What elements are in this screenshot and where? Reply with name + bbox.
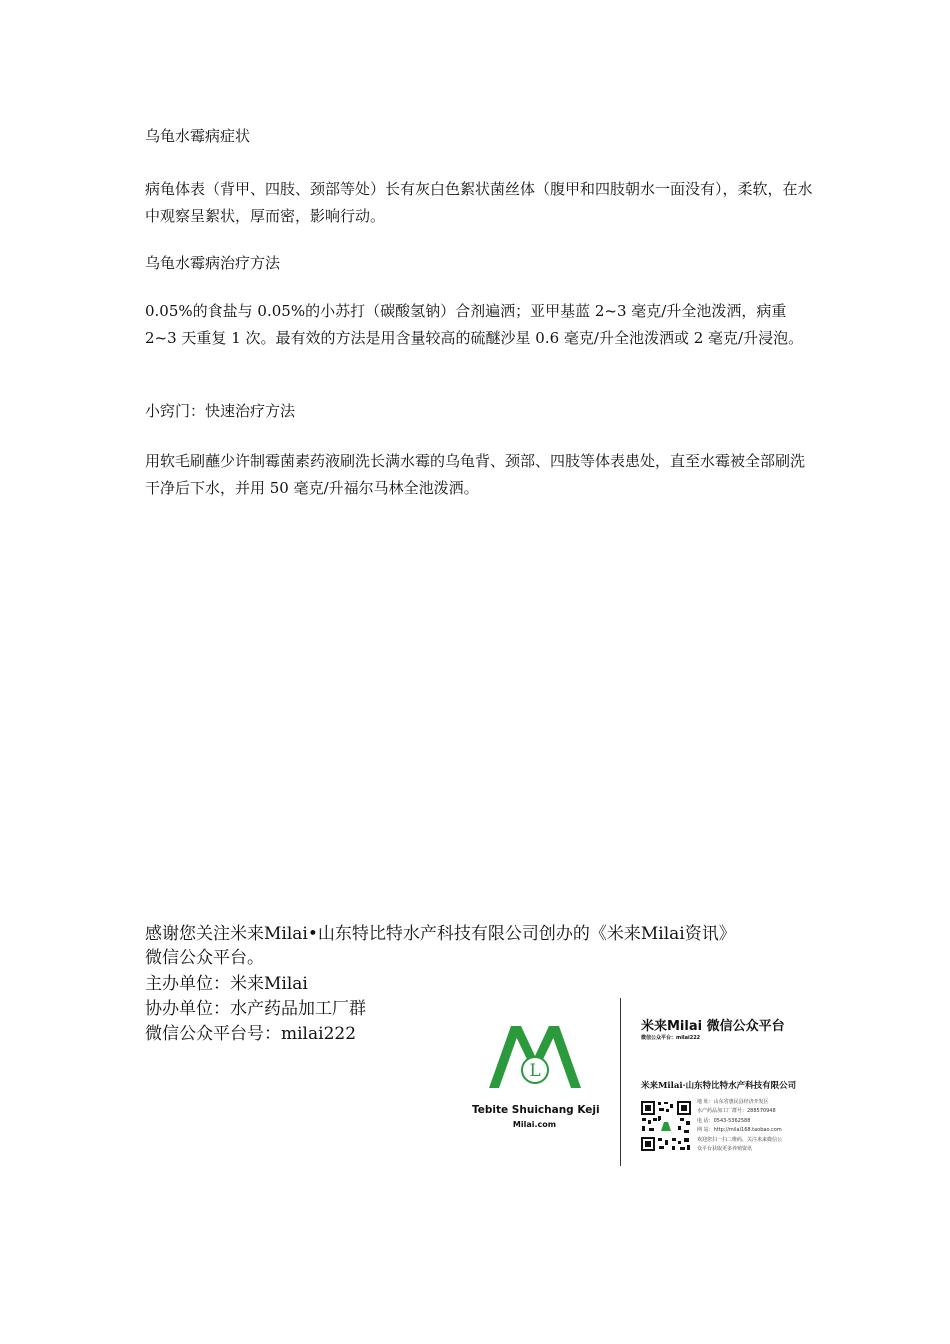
logo-website: Milai.com bbox=[512, 1120, 557, 1129]
card-title: 米来Milai 微信公众平台 bbox=[641, 1019, 785, 1034]
heading-quick-method: 小窍门：快速治疗方法 bbox=[145, 402, 296, 420]
heading-treatment: 乌龟水霉病治疗方法 bbox=[145, 254, 281, 272]
card-info-group: 水产药品加工厂群号：288570948 bbox=[697, 1108, 776, 1114]
card-info-scan-1: 欢迎您扫一扫二维码，关注米来微信公 bbox=[697, 1137, 783, 1143]
symptoms-paragraph: 病龟体表（背甲、四肢、颈部等处）长有灰白色絮状菌丝体（腹甲和四肢朝水一面没有），柔软，在水中观察呈絮状，厚而密，影响行动。 bbox=[145, 180, 813, 225]
qr-code-icon bbox=[640, 1100, 692, 1152]
vertical-divider bbox=[620, 998, 621, 1166]
footer-co-host: 协办单位：水产药品加工厂群 bbox=[145, 999, 366, 1019]
footer-thanks-line: 感谢您关注米来Milai•山东特比特水产科技有限公司创办的《米来Milai资讯》 bbox=[145, 924, 736, 944]
footer-thanks-line-2: 微信公众平台。 bbox=[145, 948, 264, 968]
logo-company-name: Tebite Shuichang Keji bbox=[472, 1104, 600, 1116]
card-info-website: 网 站：http://milai168.taobao.com bbox=[697, 1127, 782, 1133]
treatment-paragraph: 0.05%的食盐与 0.05%的小苏打（碳酸氢钠）合剂遍洒；亚甲基蓝 2~3 毫克/升全池泼洒，病重 2~3 天重复 1 次。最有效的方法是用含量较高的硫醚沙星 0.6 毫克/升全池泼洒或 2 毫克/升浸泡。 bbox=[145, 302, 804, 347]
logo-letter: L bbox=[528, 1061, 541, 1081]
footer-host: 主办单位：米来Milai bbox=[145, 974, 308, 994]
card-info-scan-2: 众平台获取更多养殖资讯 bbox=[697, 1146, 753, 1152]
card-company-name: 米来Milai·山东特比特水产科技有限公司 bbox=[641, 1081, 797, 1091]
heading-symptoms: 乌龟水霉病症状 bbox=[145, 127, 251, 145]
card-info-phone: 电 话：0543-5362588 bbox=[697, 1118, 751, 1124]
company-logo bbox=[472, 1018, 600, 1138]
card-info-address: 地 址：山东省惠民县经济开发区 bbox=[697, 1099, 769, 1105]
quick-method-paragraph: 用软毛刷蘸少许制霉菌素药液刷洗长满水霉的乌龟背、颈部、四肢等体表患处，直至水霉被全部刷洗干净后下水，并用 50 毫克/升福尔马林全池泼洒。 bbox=[145, 452, 806, 497]
milai-m-logo-icon bbox=[487, 1018, 583, 1090]
footer-wechat-id: 微信公众平台号：milai222 bbox=[145, 1024, 357, 1044]
card-subtitle: 微信公众平台：milai222 bbox=[641, 1035, 701, 1041]
